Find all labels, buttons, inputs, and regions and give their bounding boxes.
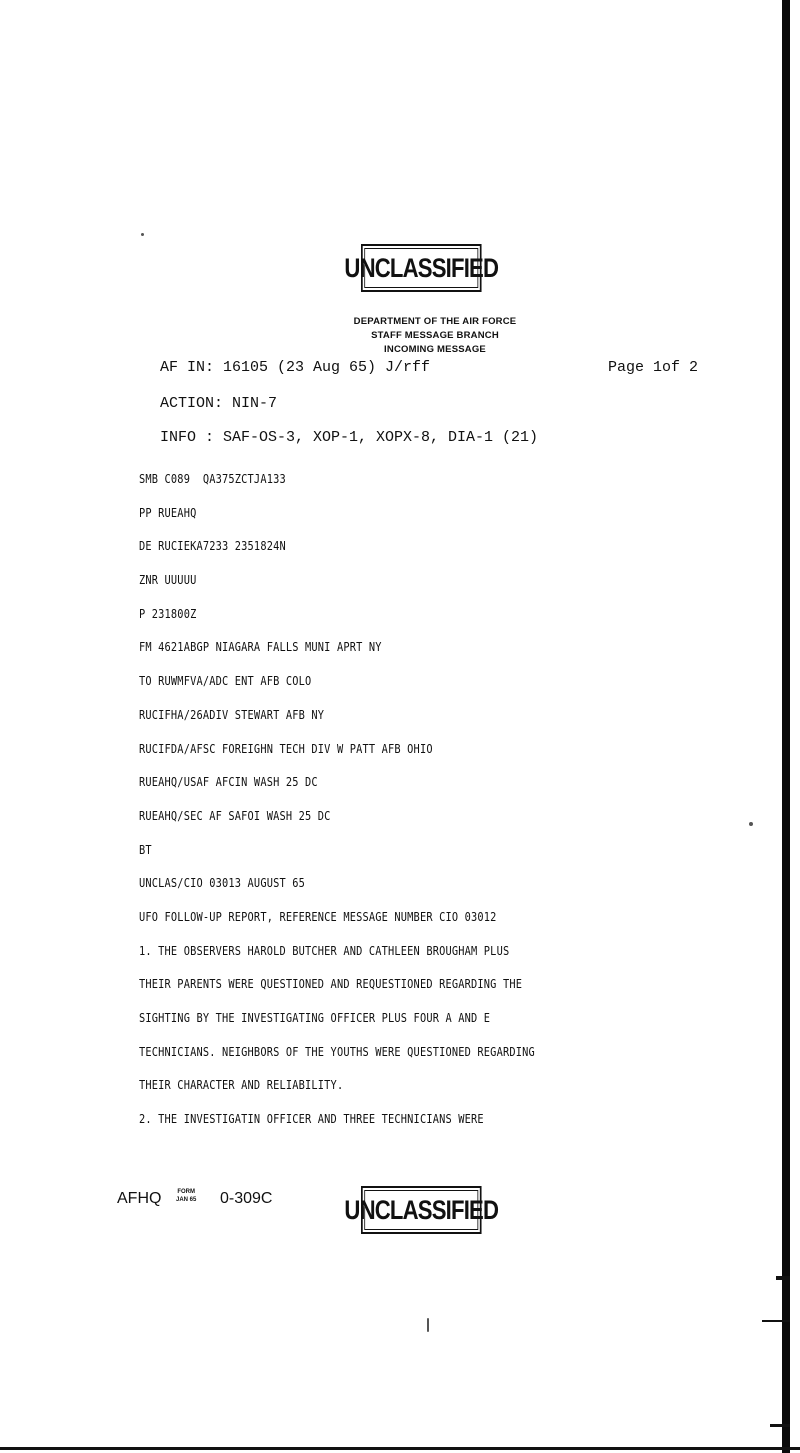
classification-text: UNCLASSIFIED bbox=[344, 252, 499, 283]
message-line: RUCIFDA/AFSC FOREIGHN TECH DIV W PATT AFB OHIO bbox=[139, 741, 433, 756]
message-line: ZNR UUUUU bbox=[139, 573, 197, 588]
info-line: INFO : SAF-OS-3, XOP-1, XOPX-8, DIA-1 (21) bbox=[160, 429, 539, 446]
scan-speck bbox=[141, 233, 144, 236]
message-line: 2. THE INVESTIGATIN OFFICER AND THREE TECHNICIANS WERE bbox=[139, 1112, 484, 1127]
message-line: BT bbox=[139, 842, 152, 857]
scan-edge-bottom bbox=[0, 1447, 800, 1450]
scan-speck bbox=[427, 1318, 429, 1332]
classification-stamp-top bbox=[344, 244, 499, 292]
message-line: FM 4621ABGP NIAGARA FALLS MUNI APRT NY bbox=[139, 640, 382, 655]
form-label bbox=[176, 1188, 196, 1204]
message-line: P 231800Z bbox=[139, 606, 197, 621]
classification-stamp-bottom bbox=[344, 1186, 499, 1234]
scan-mark bbox=[762, 1320, 790, 1322]
scan-mark bbox=[770, 1424, 790, 1427]
message-line: DE RUCIEKA7233 2351824N bbox=[139, 539, 286, 554]
scan-edge-right bbox=[782, 0, 790, 1453]
form-label-line: FORM bbox=[177, 1189, 195, 1195]
department-header bbox=[340, 315, 530, 357]
message-line: THEIR CHARACTER AND RELIABILITY. bbox=[139, 1078, 344, 1093]
form-org: AFHQ bbox=[117, 1190, 162, 1207]
branch-line: STAFF MESSAGE BRANCH bbox=[371, 330, 499, 341]
message-line: SIGHTING BY THE INVESTIGATING OFFICER PLUS FOUR A AND E bbox=[139, 1011, 491, 1025]
message-line: SMB C089 QA375ZCTJA133 bbox=[139, 472, 286, 486]
message-line: RUEAHQ/SEC AF SAFOI WASH 25 DC bbox=[139, 808, 331, 823]
department-line: DEPARTMENT OF THE AIR FORCE bbox=[353, 316, 517, 327]
scan-mark bbox=[776, 1276, 790, 1280]
message-line: THEIR PARENTS WERE QUESTIONED AND REQUESTIONED REGARDING THE bbox=[139, 977, 523, 992]
af-in-number: AF IN: 16105 (23 Aug 65) J/rff bbox=[160, 359, 431, 376]
message-line: TECHNICIANS. NEIGHBORS OF THE YOUTHS WERE QUESTIONED REGARDING bbox=[139, 1044, 535, 1059]
form-date-line: JAN 65 bbox=[176, 1197, 197, 1203]
message-line: TO RUWMFVA/ADC ENT AFB COLO bbox=[139, 674, 312, 689]
message-line: RUCIFHA/26ADIV STEWART AFB NY bbox=[139, 707, 325, 722]
message-type-line: INCOMING MESSAGE bbox=[384, 344, 486, 355]
action-line: ACTION: NIN-7 bbox=[160, 395, 278, 412]
message-line: RUEAHQ/USAF AFCIN WASH 25 DC bbox=[139, 775, 318, 790]
page-number: Page 1of 2 bbox=[608, 359, 699, 376]
scan-speck bbox=[749, 822, 753, 826]
message-body bbox=[139, 472, 599, 1146]
message-line: UNCLAS/CIO 03013 AUGUST 65 bbox=[139, 876, 306, 891]
message-line: 1. THE OBSERVERS HAROLD BUTCHER AND CATHLEEN BROUGHAM PLUS bbox=[139, 943, 510, 958]
classification-text: UNCLASSIFIED bbox=[344, 1194, 499, 1225]
form-number: 0-309C bbox=[220, 1190, 273, 1207]
message-line: UFO FOLLOW-UP REPORT, REFERENCE MESSAGE NUMBER CIO 03012 bbox=[139, 909, 497, 924]
message-line: PP RUEAHQ bbox=[139, 505, 197, 520]
